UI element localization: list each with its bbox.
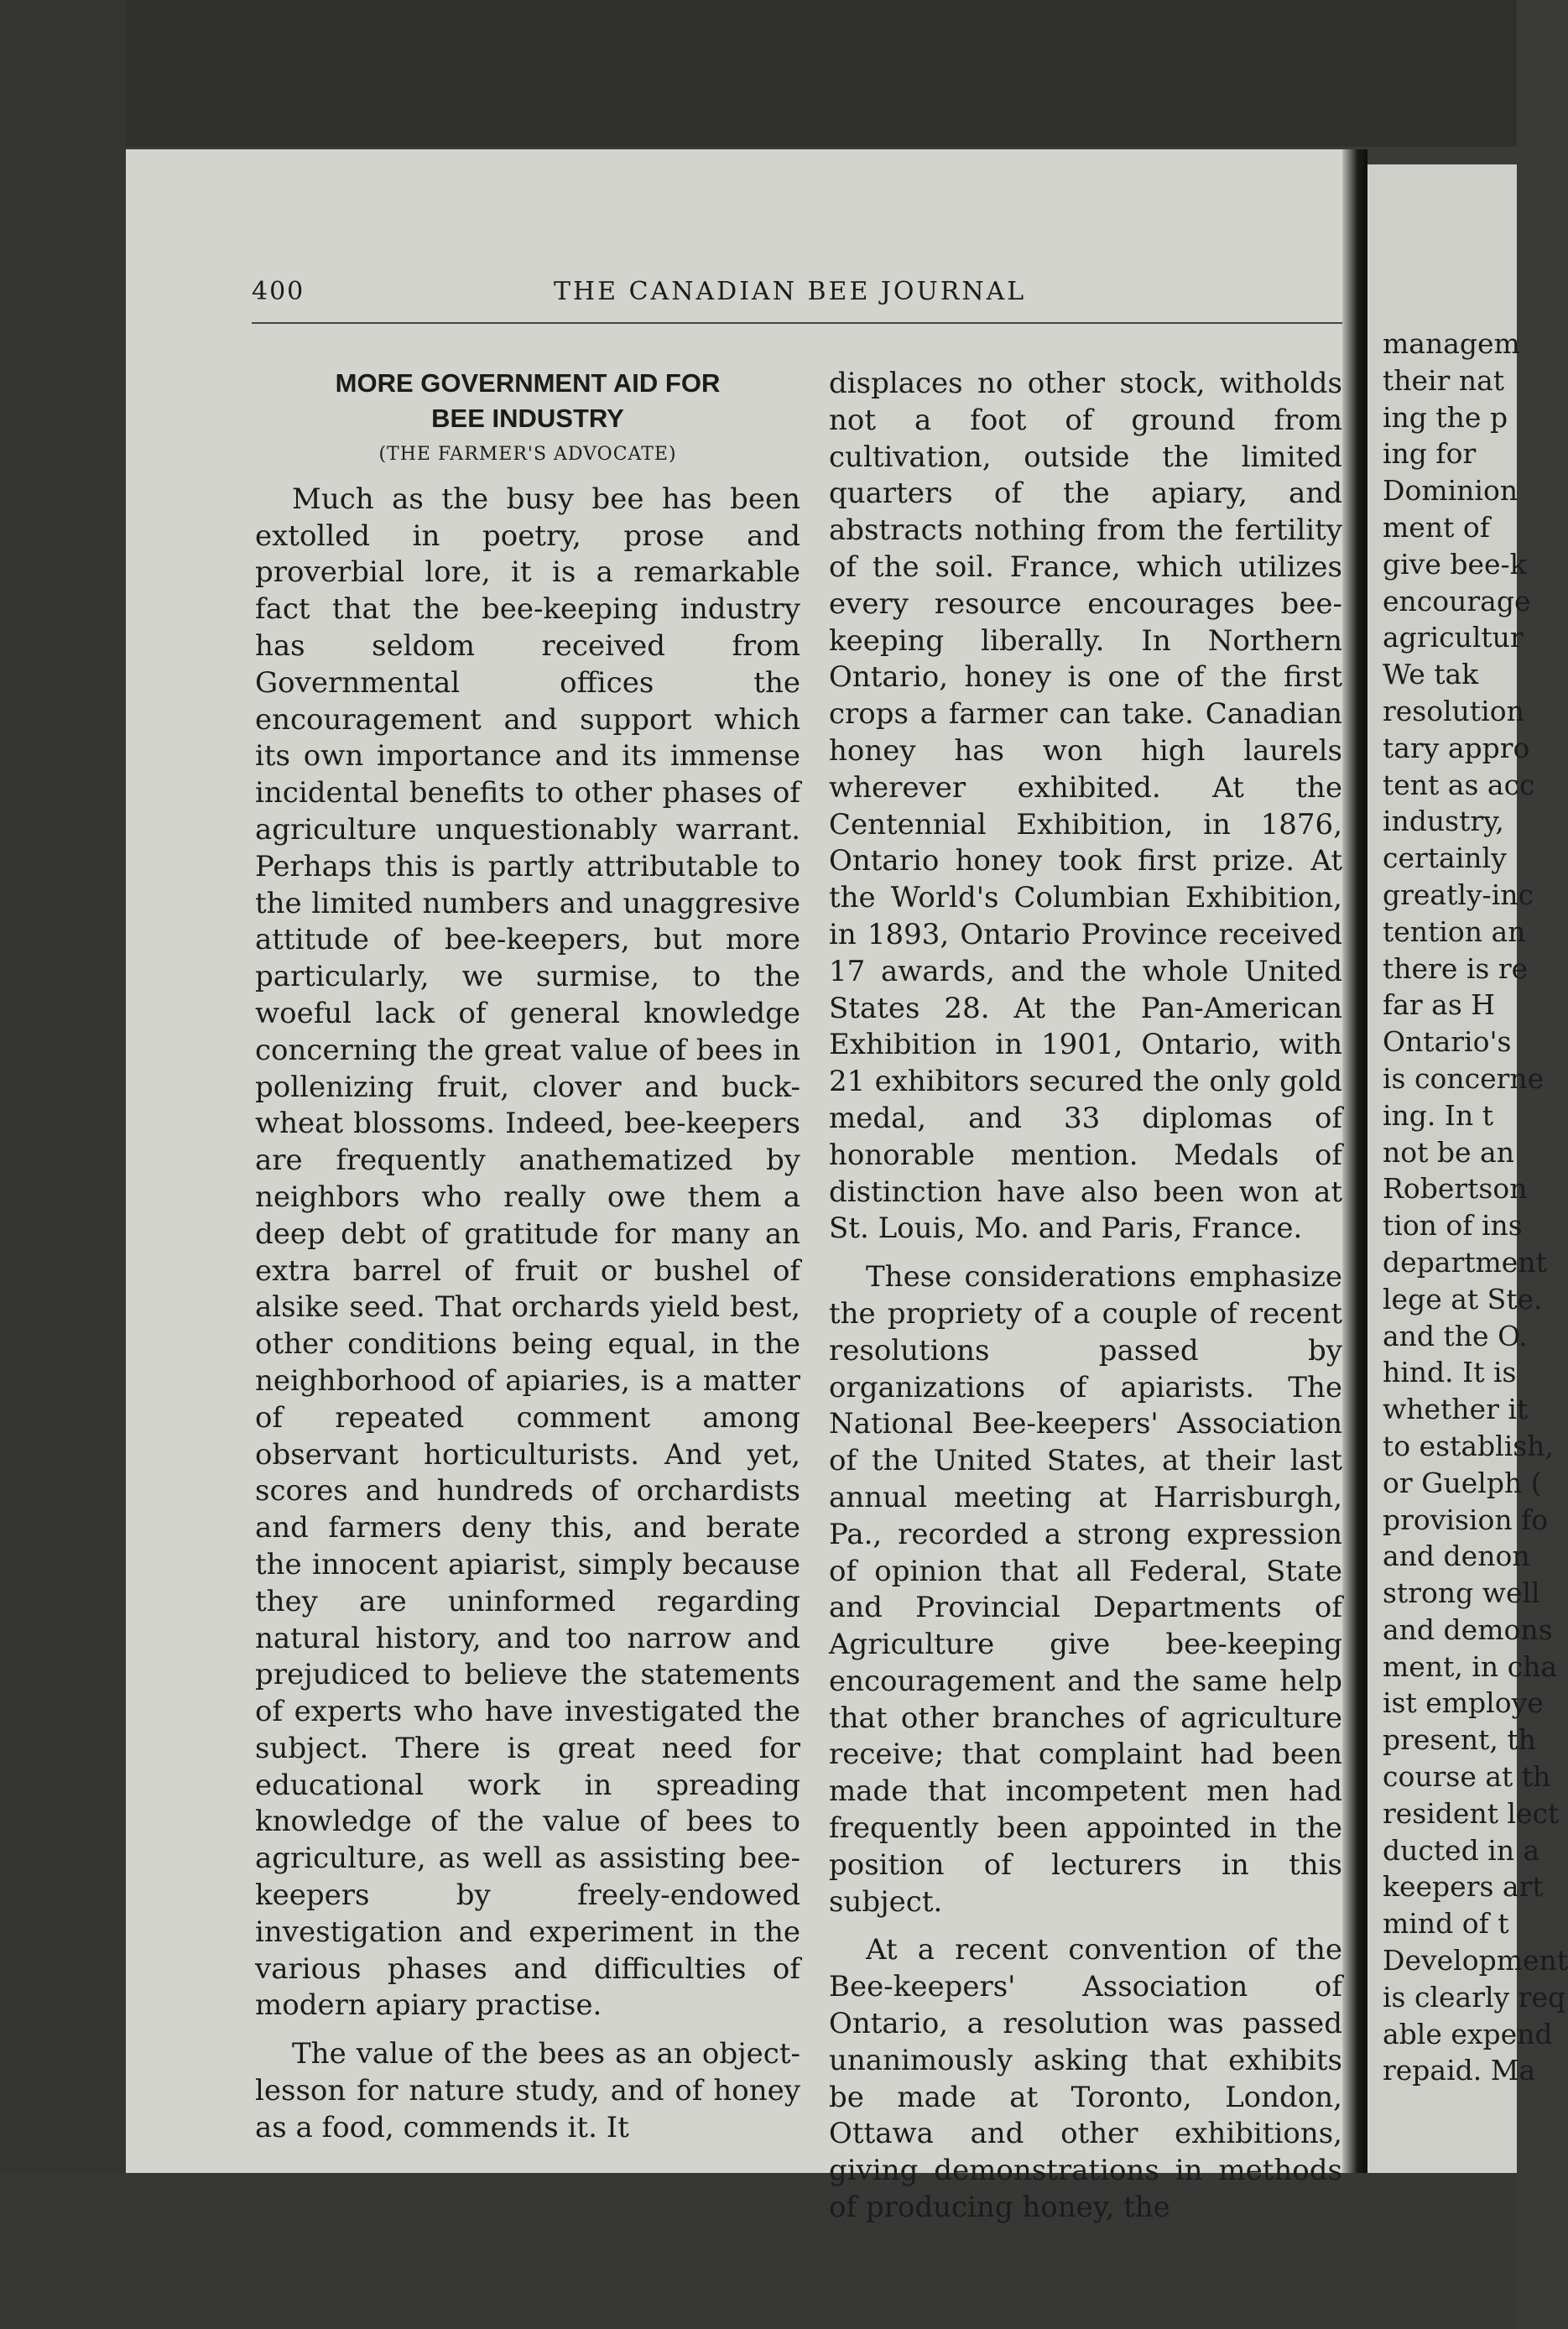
paragraph: The value of the bees as an object-lesson for nature study, and of honey as a food, commends it. It	[255, 2037, 800, 2144]
facing-page-line: is concerne	[1383, 1061, 1545, 1095]
article-title	[255, 366, 800, 436]
facing-page-line: repaid. Ma	[1383, 2054, 1536, 2087]
facing-page-line: not be an	[1383, 1135, 1514, 1169]
facing-page-line: ment of	[1383, 510, 1490, 544]
facing-page-line: agricultur	[1383, 621, 1524, 654]
facing-page-line: Robertson	[1383, 1172, 1528, 1206]
article-title-line: BEE INDUSTRY	[431, 404, 624, 433]
paragraph: displaces no other stock, witholds not a foot of ground from cultivation, outside the limited quarters of the apiary, and abstracts nothing from the fertility of the soil. France, which utilizes every resource encourages bee-keeping liberally. In Northern Ontario, honey is one of the first crops a farmer can take. Canadian honey has won high laurels wherever exhibited. At the Centennial Exhibition, in 1876, Ontario honey took first prize. At the World's Columbian Exhibition, in 1893, Ontario Province received 17 awards, and the whole United States 28. At the Pan-American Exhibition in 1901, Ontario, with 21 exhibitors secured the only gold medal, and 33 diplomas of honorable mention. Medals of distinction have also been won at St. Louis, Mo. and Paris, France.	[829, 367, 1342, 1246]
facing-page-line: ing. In t	[1383, 1098, 1493, 1132]
facing-page-line: whether it	[1383, 1393, 1529, 1426]
facing-page-line: or Guelph (	[1383, 1466, 1542, 1499]
facing-page-line: lege at Ste.	[1383, 1282, 1543, 1316]
facing-page-line: department	[1383, 1245, 1547, 1279]
page-number: 400	[252, 277, 305, 306]
facing-page-line: and demons	[1383, 1613, 1553, 1646]
facing-page-line: ist employe	[1383, 1686, 1544, 1720]
header-rule	[252, 322, 1342, 324]
facing-page-line: greatly-inc	[1383, 878, 1534, 911]
facing-page-line: hind. It is	[1383, 1356, 1517, 1389]
facing-page-line: present, th	[1383, 1723, 1536, 1757]
facing-page-line: ing for	[1383, 437, 1477, 471]
facing-page-line: mind of t	[1383, 1907, 1509, 1941]
facing-page-line: encourage	[1383, 584, 1531, 617]
article-column-left	[255, 366, 800, 2159]
facing-page-line: strong well	[1383, 1576, 1540, 1610]
facing-page-line: is clearly req	[1383, 1980, 1566, 2014]
facing-page-line: tion of ins	[1383, 1209, 1523, 1243]
paragraph: At a recent convention of the Bee-keepers' Association of Ontario, a resolution was passed unanimously asking that exhibits be made at Toronto, London, Ottawa and other exhibitions, giving demonstrations in methods of producing honey, the	[829, 1933, 1342, 2225]
facing-page-line: their nat	[1383, 363, 1505, 397]
facing-page-line: tary appro	[1383, 731, 1530, 764]
facing-page-line: managem	[1383, 327, 1520, 360]
journal-title: THE CANADIAN BEE JOURNAL	[554, 277, 1027, 306]
facing-page-line: Development	[1383, 1944, 1568, 1977]
facing-page-line: give bee-k	[1383, 547, 1527, 581]
facing-page-line: course at th	[1383, 1760, 1551, 1794]
facing-page-line: and denon	[1383, 1540, 1530, 1573]
facing-page-line: We tak	[1383, 658, 1479, 691]
running-header	[252, 277, 1342, 310]
scan-border-top	[0, 0, 1517, 147]
article-source: (THE FARMER'S ADVOCATE)	[378, 444, 677, 465]
facing-page-line: there is re	[1383, 951, 1529, 985]
facing-page-line: and the O.	[1383, 1319, 1528, 1352]
facing-page-line: resident lect	[1383, 1796, 1560, 1830]
book-gutter	[1342, 149, 1367, 2173]
facing-page-line: keepers art	[1383, 1870, 1544, 1904]
facing-page-line: Dominion	[1383, 474, 1519, 508]
facing-page-line: to establish,	[1383, 1429, 1554, 1462]
paragraph: Much as the busy bee has been extolled in poetry, prose and proverbial lore, it is a remarkable fact that the bee-keeping industry has seldom received from Governmental offices the encouragement and support which its own importance and its immense incidental benefits to other phases of agriculture unquestionably warrant. Perhaps this is partly attributable to the limited numbers and unaggresive attitude of bee-keepers, but more particularly, we surmise, to the woeful lack of general knowledge concerning the great value of bees in pollenizing fruit, clover and buck-wheat blossoms. Indeed, bee-keepers are frequently anathematized by neighbors who really owe them a deep debt of gratitude for many an extra barrel of fruit or bushel of alsike seed. That orchards yield best, other conditions being equal, in the neighborhood of apiaries, is a matter of repeated comment among observant horticulturists. And yet, scores and hundreds of orchardists and farmers deny this, and berate the innocent apiarist, simply because they are uninformed regarding natural history, and too narrow and prejudiced to believe the statements of experts who have investigated the subject. There is great need for educational work in spreading knowledge of the value of bees to agriculture, as well as assisting bee-keepers by freely-endowed investigation and experiment in the various phases and difficulties of modern apiary practise.	[255, 482, 800, 2023]
facing-page-column	[1383, 326, 1567, 2089]
article-title-line: MORE GOVERNMENT AID FOR	[335, 368, 721, 398]
facing-page-line: tent as acc	[1383, 768, 1535, 801]
scan-border-left	[0, 0, 126, 2329]
facing-page-line: provision fo	[1383, 1503, 1549, 1536]
facing-page-line: far as H	[1383, 988, 1496, 1022]
facing-page-line: ment, in cha	[1383, 1649, 1558, 1683]
facing-page-line: resolution	[1383, 694, 1524, 727]
facing-page-line: certainly	[1383, 841, 1507, 875]
paragraph: These considerations emphasize the propriety of a couple of recent resolutions passed by organizations of apiarists. The National Bee-keepers' Association of the United States, at their last annual meeting at Harrisburgh, Pa., recorded a strong expression of opinion that all Federal, State and Provincial Departments of Agriculture give bee-keeping encouragement and the same help that other branches of agriculture receive; that complaint had been made that incompetent men had frequently been appointed in the position of lecturers in this subject.	[829, 1260, 1342, 1919]
facing-page-line: tention an	[1383, 914, 1526, 948]
facing-page-line: ing the p	[1383, 400, 1508, 434]
facing-page-line: Ontario's	[1383, 1025, 1512, 1059]
facing-page-line: industry,	[1383, 805, 1504, 838]
facing-page-line: able expend	[1383, 2017, 1553, 2050]
article-column-middle	[829, 366, 1342, 2238]
facing-page-line: ducted in a	[1383, 1833, 1540, 1867]
